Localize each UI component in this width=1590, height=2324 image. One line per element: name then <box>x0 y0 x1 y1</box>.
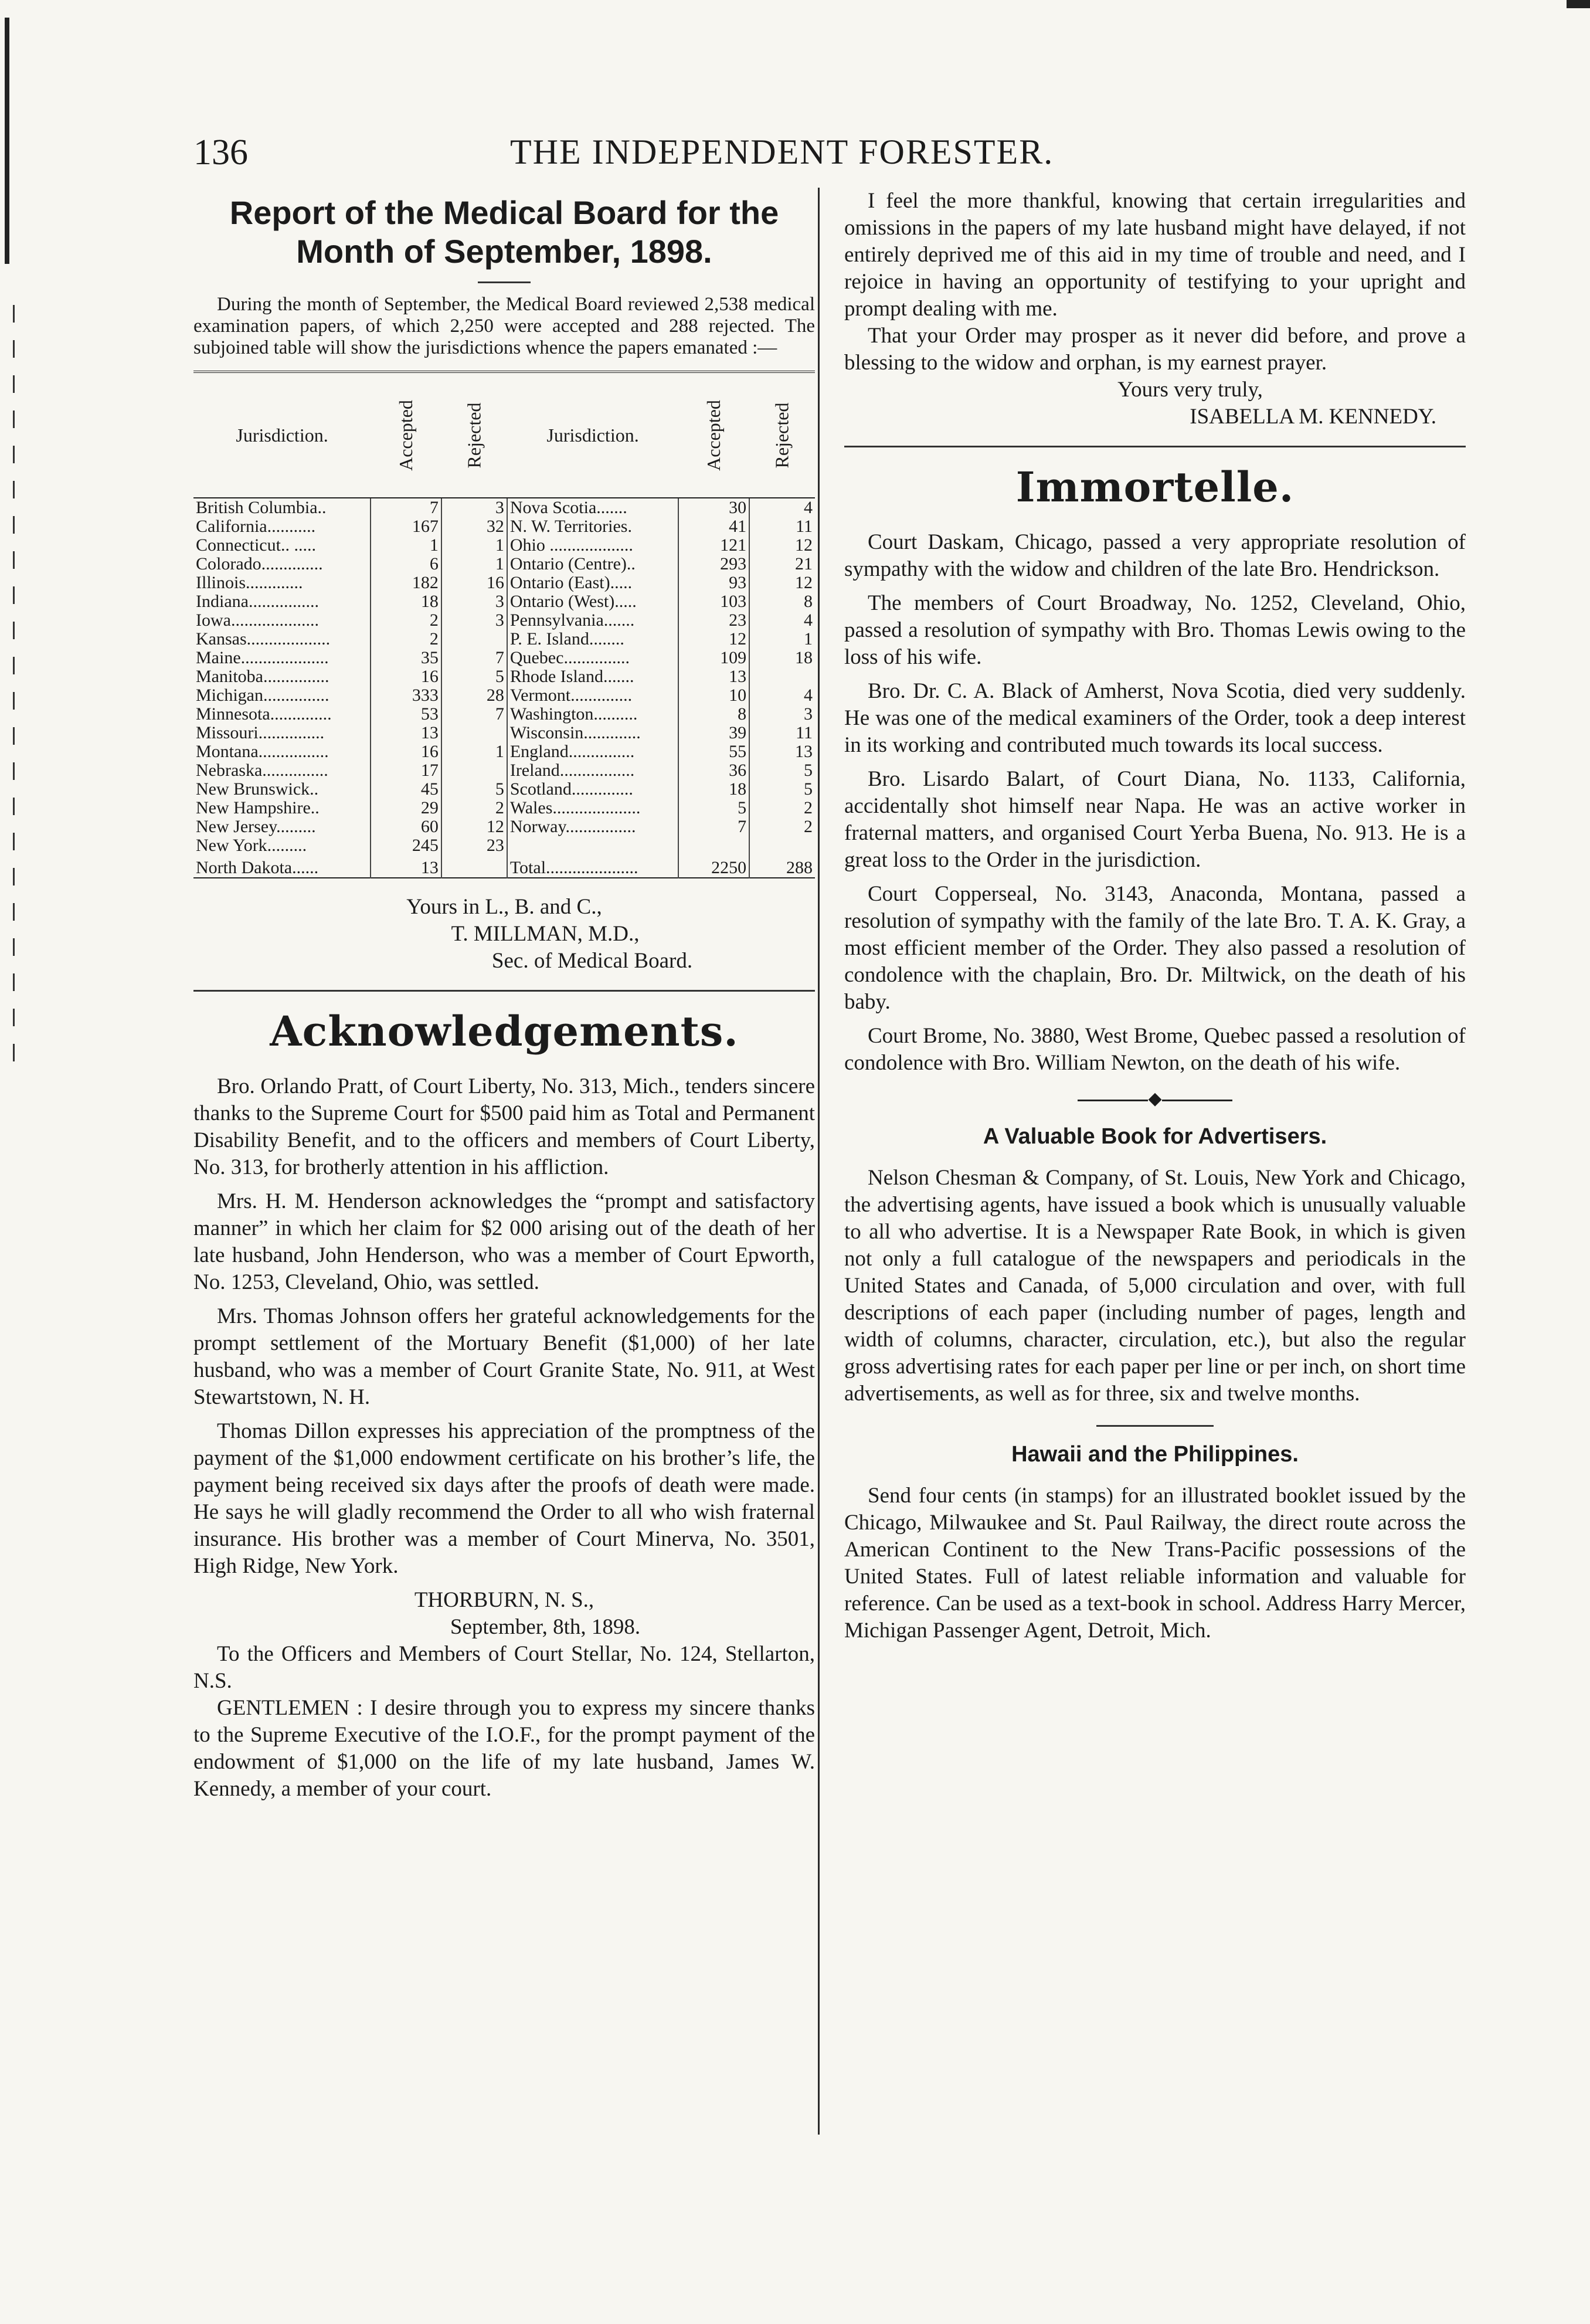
jurisdiction-name: Kansas................... <box>196 629 331 649</box>
jurisdiction-name: Ontario (East)..... <box>507 574 678 592</box>
report-signer-title: Sec. of Medical Board. <box>491 949 693 973</box>
ack-paragraph-1: Bro. Orlando Pratt, of Court Liberty, No. 313, Mich., tenders sincere thanks to the Supreme Court for $500 paid him as Total and Permanent Disability Benefit, and to the officers and members of Court Liberty, No. 313, for brotherly attention in his affliction. <box>193 1074 815 1179</box>
jurisdiction-name: Illinois............. <box>196 573 303 592</box>
table-row <box>193 761 815 780</box>
jurisdiction-name: Michigan............... <box>196 686 329 705</box>
accepted-count: 2250 <box>678 855 749 878</box>
rejected-count: 3 <box>749 705 815 724</box>
immortelle-p6: Court Brome, No. 3880, West Brome, Quebec passed a resolution of condolence with Bro. William Newton, on the death of his wife. <box>844 1024 1466 1075</box>
table-row <box>193 498 815 517</box>
rejected-count: 4 <box>749 686 815 705</box>
rejected-count <box>749 667 815 686</box>
jurisdiction-name: Connecticut.. ..... <box>196 535 316 555</box>
table-row <box>193 799 815 817</box>
accepted-count: 13 <box>678 667 749 686</box>
acknowledgements-heading: Acknowledgements. <box>270 1007 739 1056</box>
rejected-count: 12 <box>749 574 815 592</box>
report-title <box>193 194 815 271</box>
col-rejected-right: Rejected <box>749 372 815 498</box>
accepted-count: 39 <box>678 724 749 742</box>
accepted-count: 2 <box>371 630 441 649</box>
rejected-count: 4 <box>749 611 815 630</box>
ack-paragraph-3: Mrs. Thomas Johnson offers her grateful acknowledgements for the prompt settlement of the Mortuary Benefit ($1,000) of her late husband, who was a member of Court Granite State, No. 911, at West Stewartstown, N. H. <box>193 1304 815 1409</box>
col-rejected-left: Rejected <box>441 372 507 498</box>
col-jurisdiction-left: Jurisdiction. <box>193 372 371 498</box>
section-rule <box>193 990 815 992</box>
accepted-count: 53 <box>371 705 441 724</box>
rejected-count: 21 <box>749 555 815 574</box>
table-row <box>193 742 815 761</box>
jurisdiction-name: New Hampshire.. <box>196 798 320 817</box>
rejected-count: 32 <box>441 517 507 536</box>
accepted-count: 7 <box>678 817 749 836</box>
accepted-count: 60 <box>371 817 441 836</box>
jurisdiction-name: Norway................ <box>507 817 678 836</box>
jurisdiction-name: Maine.................... <box>196 648 329 667</box>
jurisdiction-name: Ohio ................... <box>507 536 678 555</box>
left-column <box>193 188 815 1803</box>
immortelle-heading: Immortelle. <box>1015 463 1295 511</box>
letter-date: September, 8th, 1898. <box>450 1615 641 1639</box>
binding-dashes <box>13 305 15 1067</box>
jurisdiction-name: Colorado.............. <box>196 554 323 574</box>
immortelle-p4: Bro. Lisardo Balart, of Court Diana, No. 1133, California, accidentally shot himself near Napa. He was an active worker in fraternal matters, and organised Court Yerba Buena, No. 913. He is a great loss to the Order in the jurisdiction. <box>844 767 1466 872</box>
jurisdiction-name: Pennsylvania....... <box>507 611 678 630</box>
accepted-count: 41 <box>678 517 749 536</box>
accepted-count: 12 <box>678 630 749 649</box>
rejected-count <box>441 761 507 780</box>
accepted-count: 18 <box>371 592 441 611</box>
column-divider <box>818 188 820 2135</box>
accepted-count: 18 <box>678 780 749 799</box>
ack-paragraph-2: Mrs. H. M. Henderson acknowledges the “prompt and satisfactory manner” in which her claim for $2 000 arising out of the death of her late husband, John Henderson, who was a member of Court Epworth, No. 1253, Cleveland, Ohio, was settled. <box>193 1189 815 1294</box>
table-row <box>193 555 815 574</box>
jurisdiction-name: Iowa.................... <box>196 610 319 630</box>
accepted-count: 13 <box>371 855 441 878</box>
rejected-count: 2 <box>441 799 507 817</box>
jurisdiction-name: New Brunswick.. <box>196 779 319 799</box>
jurisdiction-name: New Jersey......... <box>196 817 316 836</box>
jurisdiction-name: Wisconsin............. <box>507 724 678 742</box>
accepted-count: 293 <box>678 555 749 574</box>
accepted-count: 36 <box>678 761 749 780</box>
accepted-count: 2 <box>371 611 441 630</box>
accepted-count: 13 <box>371 724 441 742</box>
accepted-count: 7 <box>371 498 441 517</box>
accepted-count: 103 <box>678 592 749 611</box>
hawaii-p1: Send four cents (in stamps) for an illustrated booklet issued by the Chicago, Milwaukee and St. Paul Railway, the direct route across the American Continent to the New Trans-Pacific possessions of the United States. Full of latest reliable information and valuable for reference. Can be used as a text-book in school. Address Harry Mercer, Michigan Passenger Agent, Detroit, Mich. <box>844 1484 1466 1643</box>
accepted-count: 16 <box>371 742 441 761</box>
page-number: 136 <box>193 133 248 172</box>
immortelle-p1: Court Daskam, Chicago, passed a very appropriate resolution of sympathy with the widow and children of the late Bro. Hendrickson. <box>844 530 1466 581</box>
table-row <box>193 705 815 724</box>
letter-opening <box>193 1695 815 1803</box>
report-title-line2: Month of September, 1898. <box>296 233 712 270</box>
accepted-count <box>678 836 749 855</box>
rejected-count: 7 <box>441 649 507 667</box>
rejected-count <box>441 724 507 742</box>
rejected-count: 3 <box>441 611 507 630</box>
table-row <box>193 817 815 836</box>
report-signer: T. MILLMAN, M.D., <box>451 922 640 946</box>
corner-mark <box>1567 0 1590 8</box>
jurisdiction-name: Vermont.............. <box>507 686 678 705</box>
ornament-divider: ◆ <box>844 1088 1466 1109</box>
report-signoff: Yours in L., B. and C., <box>406 895 602 919</box>
jurisdiction-name: P. E. Island........ <box>507 630 678 649</box>
jurisdiction-name: Ireland................. <box>507 761 678 780</box>
col-accepted-left: Accepted <box>371 372 441 498</box>
jurisdiction-name: Wales.................... <box>507 799 678 817</box>
letter-salutation: GENTLEMEN : <box>217 1696 363 1720</box>
jurisdiction-name: England............... <box>507 742 678 761</box>
rejected-count: 2 <box>749 799 815 817</box>
valuable-book-p1: Nelson Chesman & Company, of St. Louis, New York and Chicago, the advertising agents, have issued a book which is unusually valuable to all who advertise. It is a Newspaper Rate Book, in which is given not only a full catalogue of the newspapers and periodicals in the United States and Canada, of 5,000 circulation and over, with full descriptions of each paper (including number of pages, length and width of columns, character, circulation, etc.), but also the regular gross advertising rates for each paper per line or per inch, on short time advertisements, as well as for three, six and twelve months. <box>844 1166 1466 1406</box>
accepted-count: 245 <box>371 836 441 855</box>
journal-title: THE INDEPENDENT FORESTER. <box>510 133 1054 171</box>
rejected-count: 8 <box>749 592 815 611</box>
rejected-count: 28 <box>441 686 507 705</box>
jurisdiction-name: California........... <box>196 517 316 536</box>
ack-paragraph-4: Thomas Dillon expresses his appreciation of the promptness of the payment of the $1,000 endowment certificate on his brother’s life, the payment being received six days after the proofs of death were made. He says he will gladly recommend the Order to all who wish fraternal insurance. His brother was a member of Court Minerva, No. 3501, High Ridge, New York. <box>193 1419 815 1578</box>
table-row <box>193 686 815 705</box>
letter-signer: ISABELLA M. KENNEDY. <box>1190 405 1436 429</box>
jurisdiction-table <box>193 371 815 878</box>
table-row <box>193 667 815 686</box>
short-rule-2 <box>1096 1425 1214 1427</box>
report-title-line1: Report of the Medical Board for the <box>229 194 779 231</box>
jurisdiction-name: Ontario (West)..... <box>507 592 678 611</box>
jurisdiction-name: Washington.......... <box>507 705 678 724</box>
rejected-count: 16 <box>441 574 507 592</box>
hawaii-heading: Hawaii and the Philippines. <box>1011 1442 1299 1467</box>
rejected-count: 12 <box>441 817 507 836</box>
table-row <box>193 611 815 630</box>
rejected-count: 3 <box>441 498 507 517</box>
jurisdiction-name: Montana................ <box>196 742 329 761</box>
accepted-count: 167 <box>371 517 441 536</box>
jurisdiction-name: Rhode Island....... <box>507 667 678 686</box>
right-column <box>844 188 1466 1644</box>
rejected-count: 1 <box>441 555 507 574</box>
letter-place: THORBURN, N. S., <box>414 1588 594 1612</box>
letter-continued-p2: That your Order may prosper as it never did before, and prove a blessing to the widow and orphan, is my earnest prayer. <box>844 324 1466 375</box>
rejected-count: 18 <box>749 649 815 667</box>
rejected-count: 7 <box>441 705 507 724</box>
jurisdiction-name: Manitoba............... <box>196 667 329 686</box>
accepted-count: 45 <box>371 780 441 799</box>
accepted-count: 55 <box>678 742 749 761</box>
col-jurisdiction-right: Jurisdiction. <box>507 372 678 498</box>
accepted-count: 109 <box>678 649 749 667</box>
jurisdiction-name <box>507 836 678 855</box>
rejected-count <box>749 836 815 855</box>
letter-addressee: To the Officers and Members of Court Stellar, No. 124, Stellarton, N.S. <box>193 1642 815 1693</box>
rejected-count: 1 <box>749 630 815 649</box>
accepted-count: 16 <box>371 667 441 686</box>
table-row <box>193 592 815 611</box>
immortelle-p2: The members of Court Broadway, No. 1252, Cleveland, Ohio, passed a resolution of sympathy with Bro. Thomas Lewis owing to the loss of his wife. <box>844 591 1466 669</box>
report-intro: During the month of September, the Medical Board reviewed 2,538 medical examination papers, of which 2,250 were accepted and 288 rejected. The subjoined table will show the jurisdictions whence the papers emanated :— <box>193 294 815 358</box>
jurisdiction-name: Minnesota.............. <box>196 704 332 724</box>
rejected-count: 2 <box>749 817 815 836</box>
rejected-count: 11 <box>749 517 815 536</box>
jurisdiction-name: Indiana................ <box>196 592 319 611</box>
accepted-count: 10 <box>678 686 749 705</box>
table-row <box>193 574 815 592</box>
accepted-count: 30 <box>678 498 749 517</box>
jurisdiction-table-body <box>193 498 815 878</box>
jurisdiction-name: North Dakota...... <box>196 858 319 877</box>
jurisdiction-name: British Columbia.. <box>196 498 327 517</box>
accepted-count: 8 <box>678 705 749 724</box>
letter-body: I desire through you to express my sincere thanks to the Supreme Executive of the I.O.F., for the prompt payment of the endowment of $1,000 on the life of my late husband, James W. Kennedy, a member of your court. <box>193 1696 815 1801</box>
running-head <box>193 132 1454 185</box>
rejected-count <box>441 630 507 649</box>
jurisdiction-name: Quebec............... <box>507 649 678 667</box>
jurisdiction-name: N. W. Territories. <box>507 517 678 536</box>
table-row <box>193 836 815 855</box>
accepted-count: 333 <box>371 686 441 705</box>
accepted-count: 29 <box>371 799 441 817</box>
report-signature <box>193 894 815 975</box>
table-row <box>193 536 815 555</box>
jurisdiction-name: Scotland.............. <box>507 780 678 799</box>
accepted-count: 93 <box>678 574 749 592</box>
rejected-count: 13 <box>749 742 815 761</box>
table-row <box>193 517 815 536</box>
rejected-count: 5 <box>441 667 507 686</box>
jurisdiction-name: Missouri............... <box>196 723 325 742</box>
rejected-count <box>441 855 507 878</box>
rejected-count: 1 <box>441 536 507 555</box>
accepted-count: 1 <box>371 536 441 555</box>
table-row <box>193 630 815 649</box>
binding-mark <box>5 18 9 264</box>
table-row <box>193 649 815 667</box>
accepted-count: 35 <box>371 649 441 667</box>
rejected-count: 5 <box>749 780 815 799</box>
accepted-count: 17 <box>371 761 441 780</box>
valuable-book-heading: A Valuable Book for Advertisers. <box>983 1124 1327 1149</box>
section-rule-2 <box>844 446 1466 447</box>
jurisdiction-name: Nova Scotia....... <box>507 498 678 517</box>
letter-continued-p1: I feel the more thankful, knowing that certain irregularities and omissions in the papers of my late husband might have delayed, if not entirely deprived me of this aid in my time of trouble and need, and I rejoice in having an opportunity of testifying to your upright and prompt dealing with me. <box>844 189 1466 321</box>
jurisdiction-name: Ontario (Centre).. <box>507 555 678 574</box>
letter-closing: Yours very truly, <box>1117 378 1263 402</box>
rejected-count: 11 <box>749 724 815 742</box>
table-row <box>193 780 815 799</box>
title-rule <box>478 281 531 283</box>
accepted-count: 23 <box>678 611 749 630</box>
immortelle-p3: Bro. Dr. C. A. Black of Amherst, Nova Scotia, died very suddenly. He was one of the medical examiners of the Order, took a deep interest in its working and contributed much towards its local success. <box>844 679 1466 757</box>
accepted-count: 6 <box>371 555 441 574</box>
rejected-count: 12 <box>749 536 815 555</box>
immortelle-p5: Court Copperseal, No. 3143, Anaconda, Montana, passed a resolution of sympathy with the family of the late Bro. T. A. K. Gray, a most efficient member of the Order. They also passed a resolution of condolence with the chaplain, Bro. Dr. Miltwick, on the death of his baby. <box>844 882 1466 1014</box>
rejected-count: 1 <box>441 742 507 761</box>
jurisdiction-name: Nebraska............... <box>196 761 328 780</box>
jurisdiction-name: Total..................... <box>507 855 678 878</box>
table-row <box>193 855 815 878</box>
accepted-count: 5 <box>678 799 749 817</box>
rejected-count: 23 <box>441 836 507 855</box>
col-accepted-right: Accepted <box>678 372 749 498</box>
rejected-count: 5 <box>441 780 507 799</box>
accepted-count: 121 <box>678 536 749 555</box>
accepted-count: 182 <box>371 574 441 592</box>
rejected-count: 288 <box>749 855 815 878</box>
rejected-count: 4 <box>749 498 815 517</box>
rejected-count: 3 <box>441 592 507 611</box>
table-row <box>193 724 815 742</box>
jurisdiction-name: New York......... <box>196 836 307 855</box>
rejected-count: 5 <box>749 761 815 780</box>
